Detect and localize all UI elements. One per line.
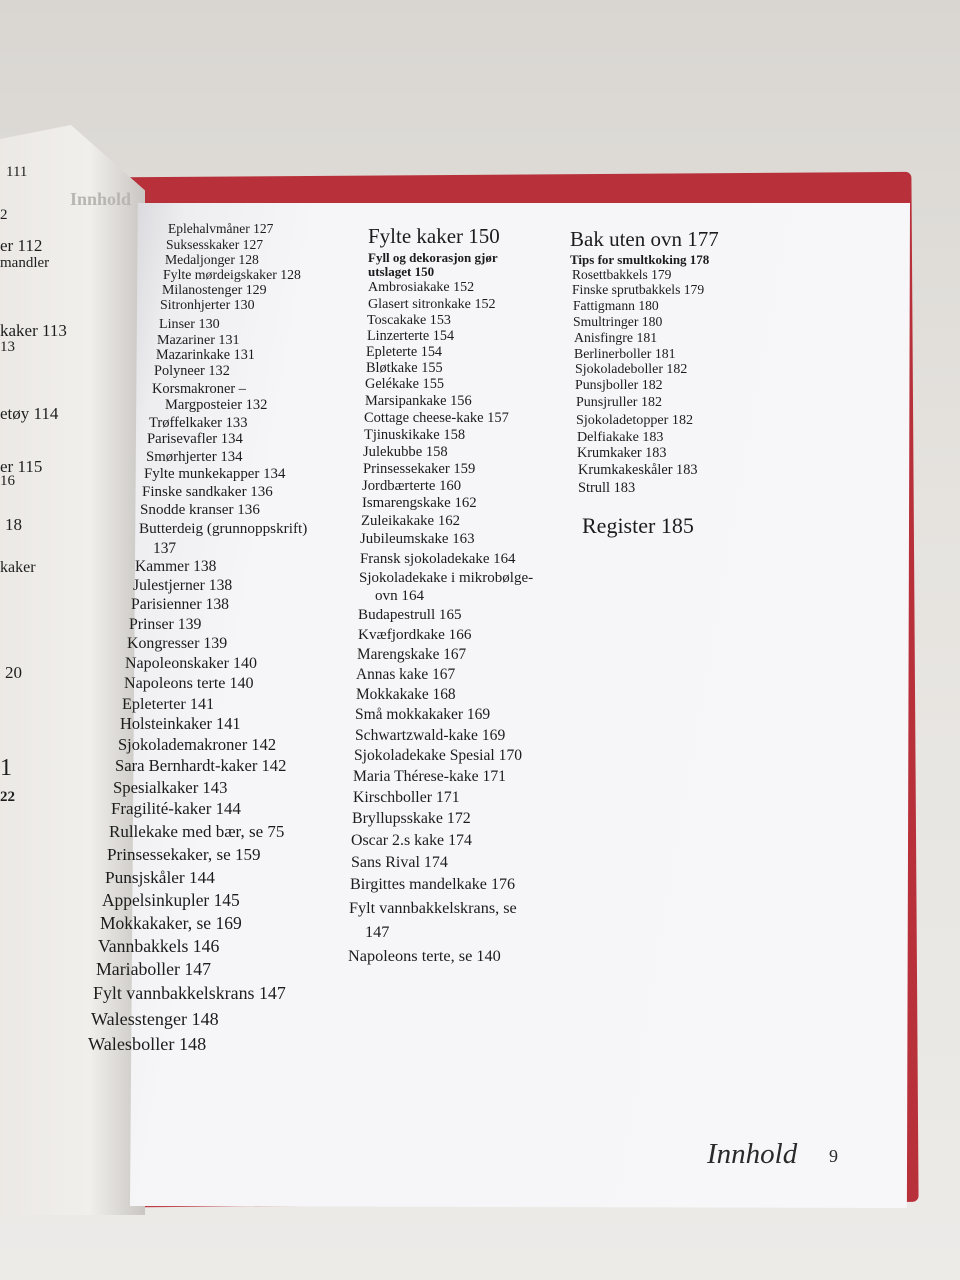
contents-entry: Walesboller 148 [88,1034,207,1054]
left-page-text-fragment: mandler [0,255,50,271]
contents-entry: Punsjskåler 144 [105,868,215,887]
contents-entry: Epleterte 154 [366,344,443,360]
contents-entry: Rullekake med bær, se 75 [109,822,285,841]
contents-entry: Fragilité-kaker 144 [111,799,241,818]
contents-entry: Epleterter 141 [122,695,215,713]
contents-entry: ovn 164 [375,588,425,604]
contents-entry: Birgittes mandelkake 176 [350,876,516,893]
subheading-line-1: Fyll og dekorasjon gjør [368,250,498,265]
contents-entry: Sjokoladekake i mikrobølge- [359,570,534,586]
contents-entry: Kongresser 139 [127,635,228,652]
contents-entry: Jordbærterte 160 [362,478,462,494]
contents-entry: Mokkakaker, se 169 [100,913,242,933]
contents-entry: 137 [153,540,177,557]
contents-entry: Punsjruller 182 [576,395,662,410]
contents-entry: Finske sandkaker 136 [142,484,273,500]
contents-entry: Mokkakake 168 [356,686,456,703]
contents-entry: Walesstenger 148 [91,1009,219,1029]
section-heading-fylte-kaker: Fylte kaker 150 [368,224,500,248]
left-page-text-fragment: etøy 114 [0,404,59,423]
contents-entry: Glasert sitronkake 152 [368,296,496,312]
left-page-text-fragment: 13 [0,339,15,355]
contents-entry: Parisevafler 134 [147,431,243,447]
contents-entry: Medaljonger 128 [165,252,259,267]
contents-entry: Fylt vannbakkelskrans 147 [93,983,286,1003]
contents-entry: Parisienner 138 [131,596,230,613]
contents-entry: Linser 130 [159,316,220,332]
contents-entry: Kirschboller 171 [353,789,460,806]
contents-entry: 147 [365,922,390,941]
contents-entry: Krumkakeskåler 183 [578,462,698,478]
contents-entry: Finske sprutbakkels 179 [572,282,705,297]
contents-entry: Fylt vannbakkelskrans, se [349,899,517,917]
contents-entry: Annas kake 167 [356,666,456,683]
contents-entry: Spesialkaker 143 [113,778,228,797]
contents-entry: Smørhjerter 134 [146,449,243,465]
left-page-text-fragment: 16 [0,473,15,489]
left-page-text-fragment: Innhold [70,189,132,209]
contents-entry: Sjokolademakroner 142 [118,735,277,754]
contents-entry: Prinser 139 [129,616,202,633]
contents-entry: Små mokkakaker 169 [355,706,491,723]
contents-entry: Fattigmann 180 [573,298,659,313]
register-heading: Register 185 [582,513,694,538]
contents-entry: Fylte munkekapper 134 [144,466,286,482]
left-page-text-fragment: kaker [0,559,36,576]
section-heading-bak-uten-ovn: Bak uten ovn 177 [570,227,719,251]
contents-entry: Julekubbe 158 [363,444,448,460]
contents-entry: Sjokoladetopper 182 [576,412,694,428]
contents-entry: Sans Rival 174 [351,854,448,871]
contents-entry: Fylte mørdeigskaker 128 [163,267,301,282]
contents-entry: Prinsessekaker 159 [363,461,476,477]
left-page-text-fragment: 1 [0,755,12,781]
contents-entry: Appelsinkupler 145 [102,890,240,910]
contents-entry: Sara Bernhardt-kaker 142 [115,756,287,775]
contents-entry: Krumkaker 183 [577,445,667,461]
contents-entry: Jubileumskake 163 [360,531,475,547]
subheading-line-2: utslaget 150 [368,264,435,279]
contents-entry: Mariaboller 147 [96,959,212,979]
contents-entry: Strull 183 [578,480,636,496]
contents-entry: Ambrosiakake 152 [368,280,475,295]
left-page-text-fragment: kaker 113 [0,321,67,340]
footer-section-title: Innhold [707,1138,798,1170]
left-page-text-fragment: er 115 [0,457,43,476]
contents-entry: Bryllupsskake 172 [352,810,471,827]
contents-entry: Eplehalvmåner 127 [168,221,274,236]
contents-entry: Korsmakroner – [152,381,246,397]
contents-entry: Gelékake 155 [365,376,444,392]
contents-entry: Kvæfjordkake 166 [358,626,472,643]
contents-entry: Ismarengskake 162 [362,495,477,511]
contents-entry: Maria Thérese-kake 171 [353,768,507,785]
contents-entry: Margposteier 132 [165,397,268,413]
contents-entry: Mazariner 131 [157,332,240,348]
contents-entry: Napoleons terte, se 140 [348,946,501,965]
contents-entry: Bløtkake 155 [366,360,443,376]
contents-entry: Suksesskaker 127 [166,237,264,252]
contents-entry: Tjinuskikake 158 [364,427,466,443]
contents-entry: Rosettbakkels 179 [572,267,672,282]
contents-entry: Prinsessekaker, se 159 [107,845,261,864]
contents-entry: Butterdeig (grunnoppskrift) [139,520,308,537]
contents-entry: Napoleons terte 140 [124,675,254,692]
contents-entry: Cottage cheese-kake 157 [364,410,509,426]
left-page-text-fragment: 22 [0,789,15,805]
left-page-text-fragment: 111 [6,164,28,180]
contents-entry: Polyneer 132 [154,363,230,379]
footer-page-number: 9 [829,1146,838,1166]
contents-entry: Milanostenger 129 [162,283,267,298]
contents-entry: Anisfingre 181 [574,330,658,345]
contents-entry: Oscar 2.s kake 174 [351,832,472,849]
contents-entry: Sjokoladeboller 182 [575,362,688,377]
left-page-text-fragment: 20 [5,663,22,682]
contents-entry: Smultringer 180 [573,314,663,329]
contents-entry: Linzerterte 154 [367,328,455,344]
contents-entry: Marsipankake 156 [365,393,472,409]
contents-entry: Trøffelkaker 133 [149,415,248,431]
contents-entry: Holsteinkaker 141 [120,714,241,733]
contents-entry: Julestjerner 138 [133,577,233,594]
left-page-text-fragment: 2 [0,207,8,223]
contents-entry: Punsjboller 182 [575,378,663,393]
contents-entry: Schwartzwald-kake 169 [355,727,506,744]
contents-entry: Vannbakkels 146 [98,936,220,956]
left-page-text-fragment: 18 [5,515,22,534]
subheading-smultkoking: Tips for smultkoking 178 [570,252,710,267]
contents-entry: Delfiakake 183 [577,429,664,445]
contents-entry: Sjokoladekake Spesial 170 [354,747,523,764]
contents-entry: Marengskake 167 [357,646,467,663]
contents-entry: Berlinerboller 181 [574,346,676,361]
contents-entry: Napoleonskaker 140 [125,655,257,672]
contents-entry: Fransk sjokoladekake 164 [360,551,516,567]
contents-entry: Sitronhjerter 130 [160,298,255,313]
contents-entry: Toscakake 153 [367,312,451,328]
contents-entry: Kammer 138 [135,558,217,575]
contents-entry: Mazarinkake 131 [156,347,255,363]
contents-entry: Budapestrull 165 [358,607,462,623]
left-page-text-fragment: er 112 [0,236,43,255]
contents-entry: Zuleikakake 162 [361,513,461,529]
contents-entry: Snodde kranser 136 [140,502,260,518]
